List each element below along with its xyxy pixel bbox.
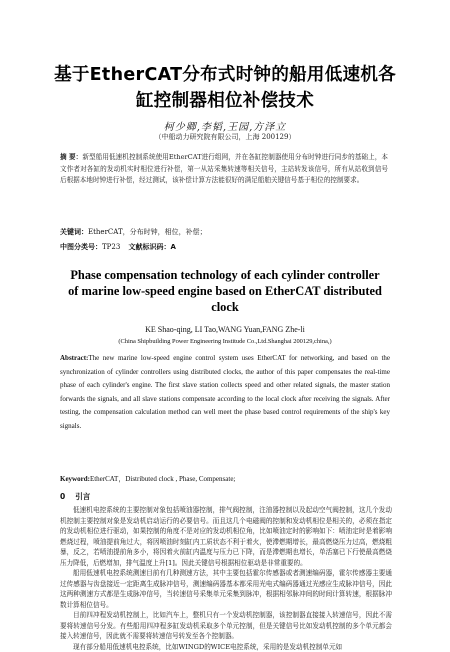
english-abstract-label: Abstract: <box>60 354 88 362</box>
chinese-title-line-1: 基于EtherCAT分布式时钟的船用低速机各 <box>0 62 450 88</box>
chinese-abstract-label: 摘 要： <box>60 153 82 161</box>
english-keywords <box>60 474 390 484</box>
body-paragraph-4: 现有部分船用低速机电控系统，比如WINGD的WICE电控系统，采用的是发动机控制单元如 <box>60 642 392 652</box>
body-paragraph-1: 低速机电控系统的主要控制对象包括喷油器控制，排气阀控制，注油器控制以及起动空气阀控制，这几个发动机控制主要控制对象是发动机启动运行的必要信号。而且这几个电磁阀的控制和发动机相位是相关的，必须在指定的发动机相位进行驱动，如果控制的角度不是对应的发动机相位角，比如喷油定时的影响如下：喷油定时是着影响燃烧过程，喷油提前角过大，将因喷油时刻缸内工质状态不利于着火，使滞燃期增长，最高燃烧压力过高，燃烧粗暴，反之，若喷油提前角多小，将因着火前缸内温度与压力已下降，而是滞燃期也增长，单活塞已下行使最高燃烧压力降低，后燃增加，排气温度上升[1]。因此关键信号根据相位驱动是非常重要的。 <box>60 505 392 568</box>
section-heading <box>60 491 90 502</box>
chinese-authors: 柯少卿,李韬,王园,方泽立 <box>0 118 450 133</box>
document-code-label: 文献标识码： <box>129 243 171 251</box>
classification-line <box>60 242 176 252</box>
chinese-keywords-text: EtherCAT，分布时钟，相位，补偿； <box>88 228 207 236</box>
english-title-line-3: clock <box>0 299 450 315</box>
section-title: 引言 <box>75 492 90 501</box>
english-abstract-text: The new marine low-speed engine control system uses EtherCAT for networking, and based on the synchronization of cylinder controllers using distributed clocks, the author of this paper compensates the real-time phase of each cylinder's engine. The first slave station collects speed and other related signals, the master station forwards the signals, and all slave stations compensate according to the local clock after receiving the signals. After testing, the compensation calculation method can well meet the phase based control requirements of the ship's key signals. <box>60 354 390 430</box>
english-keywords-label: Keyword: <box>60 475 90 483</box>
english-affiliation: (China Shipbuilding Power Engineering Institude Co.,Ltd.Shanghai 200129,china,) <box>0 338 450 345</box>
english-title-line-1: Phase compensation technology of each cylinder controller <box>0 267 450 283</box>
chinese-keywords-label: 关键词： <box>60 228 88 236</box>
chinese-abstract <box>60 152 388 187</box>
chinese-keywords <box>60 227 207 237</box>
body-paragraph-2: 船用低速机电控系统测速目前有几种测速方法，其中主要包括霍尔传感器或者测速编码器，霍尔传感器主要通过传感器与齿盘接近一定距离生成脉冲信号，测速编码器基本都采用光电式编码器通过光感应生成脉冲信号，因此这两种测速方式都是生成脉冲信号，当转速信号采集单元采集到脉冲，根据相邻脉冲间的时间计算转速，根据脉冲数计算相位信号。 <box>60 568 392 610</box>
chinese-affiliation: （中船动力研究院有限公司，上海 200129） <box>0 132 450 142</box>
chinese-title-line-2: 缸控制器相位补偿技术 <box>0 88 450 114</box>
classification-label: 中图分类号： <box>60 243 102 251</box>
english-authors: KE Shao-qing, LI Tao,WANG Yuan,FANG Zhe-li <box>0 325 450 334</box>
section-number: 0 <box>60 492 65 501</box>
document-code-value: A <box>171 243 176 251</box>
english-keywords-text: EtherCAT，Distributed clock , Phase, Compensate; <box>90 475 235 483</box>
body-text <box>60 505 392 652</box>
english-title-line-2: of marine low-speed engine based on EtherCAT distributed <box>0 283 450 299</box>
classification-value: TP23 <box>102 243 120 251</box>
chinese-abstract-text: 新型船用低速机控制系统使用EtherCAT进行组网，并在各缸控制器使用分布时钟进行同步的基础上，本文作者对各缸的发动机实时相位进行补偿，第一从站采集转速等相关信号，主站转发该信号，所有从站收到信号后根据本地时钟进行补偿，经过测试，该补偿计算方法能很好的满足船舶关键信号基于相位的控制要求。 <box>60 153 388 184</box>
body-paragraph-3: 目前四冲程发动机控制上，比如汽车上，整机只有一个发动机控制器，该控制器直接接入转速信号，因此不需要将转速信号分发。有些船用四冲程多缸发动机采取多个单元控制，但是关键信号比如发动机控制的多个单元都会接入转速信号，因此就不需要将转速信号转发至各个控制器。 <box>60 610 392 642</box>
english-abstract <box>60 352 390 433</box>
